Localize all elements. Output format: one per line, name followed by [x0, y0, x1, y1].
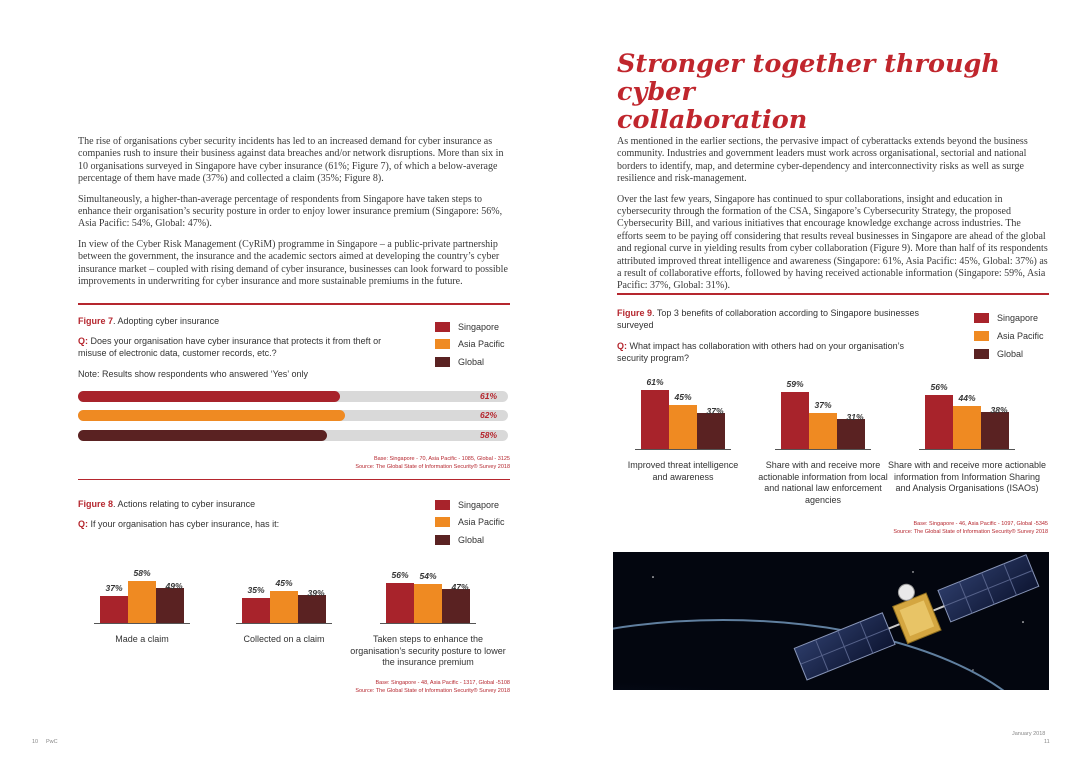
- bar-asia-pacific-2: [809, 413, 837, 449]
- legend-label-singapore: Singapore: [458, 322, 500, 332]
- figure-7-question-text: Does your organisation have cyber insurance that protects it from theft or misuse of electronic data, customer records, etc.?: [78, 336, 382, 358]
- figure-7-title-text: . Adopting cyber insurance: [113, 316, 220, 326]
- bar-label-asia-pacific-3: 44%: [958, 393, 976, 403]
- legend-item-global: [974, 349, 1023, 359]
- left-paragraph-1: The rise of organisations cyber security incidents has led to an increased demand for cyber insurance as companies rush to insure their business against data breaches and/or network disruptions. More than six in 10 organisations surveyed in Singapore have cyber insurance (61%; Figure 7), of which a below-average percentage of them have made (37%) and collected a claim (35%; Figure 8).: [78, 136, 504, 185]
- hbar-asia-pacific: [78, 410, 345, 421]
- legend-item-global: [435, 357, 484, 367]
- bar-label-asia-pacific-1: 58%: [133, 568, 151, 578]
- figure-9-top-rule: [617, 293, 1049, 295]
- footer-left-page-number: 10: [32, 739, 39, 745]
- page-title: [617, 50, 1057, 134]
- bar-label-asia-pacific-2: 45%: [275, 578, 293, 588]
- figure-7-number: Figure 7: [78, 316, 114, 326]
- legend-item-asia-pacific: [435, 339, 505, 349]
- hbar-label-global: 58%: [480, 430, 498, 440]
- bar-global-2: [837, 419, 865, 449]
- figure-9-question-text: What impact has collaboration with others had on your organisation’s security program?: [617, 341, 904, 363]
- bar-label-singapore-2: 35%: [247, 585, 265, 595]
- legend-label-global: Global: [458, 535, 485, 545]
- category-label-2: Share with and receive more actionable information from local and national law enforcement agencies: [758, 460, 888, 505]
- bar-asia-pacific-1: [669, 405, 697, 449]
- legend-label-singapore: Singapore: [997, 313, 1039, 323]
- figure-9-source-text: Source: The Global State of Information Security® Survey 2018: [893, 529, 1048, 535]
- left-paragraph-3: In view of the Cyber Risk Management (CyRiM) programme in Singapore – a public-private partnership between the government, the insurance and the academic sectors aimed at developing the country’s cyber insurance market – coupled with rising demand of cyber insurance, businesses can look forward to possible improvements in underwriting for cyber insurance and more sustainable premiums in the future.: [78, 238, 508, 288]
- legend-swatch-singapore: [435, 500, 450, 510]
- bar-singapore-2: [242, 598, 270, 623]
- category-label-1: Improved threat intelligence and awareness: [627, 460, 739, 482]
- legend-label-asia-pacific: Asia Pacific: [458, 517, 505, 527]
- bar-singapore-3: [925, 395, 953, 449]
- right-paragraph-1: As mentioned in the earlier sections, the pervasive impact of cyberattacks extends beyond the business community. Industries and government leaders must work across organisational, sectorial and national borders to identify, map, and determine cyber-dependency and interconnectivity risks as well as surge resilience and risk-management.: [617, 136, 1028, 185]
- figure-8-question-text: If your organisation has cyber insurance, has it:: [88, 519, 280, 529]
- figure-7-source-text: Source: The Global State of Information Security® Survey 2018: [355, 464, 510, 470]
- page-title-line-1: Stronger together through cyber: [617, 49, 1000, 107]
- bar-label-global-3: 47%: [451, 582, 469, 592]
- hbar-label-singapore: 61%: [480, 391, 498, 401]
- bar-singapore-3: [386, 583, 414, 623]
- legend-label-global: Global: [997, 349, 1024, 359]
- bar-label-singapore-1: 61%: [646, 377, 664, 387]
- legend-swatch-singapore: [974, 313, 989, 323]
- figure-7-note: Note: Results show respondents who answered ‘Yes’ only: [78, 369, 308, 379]
- right-body-text: [617, 136, 1049, 301]
- figure-9-title-text: . Top 3 benefits of collaboration according to Singapore businesses surveyed: [617, 308, 920, 330]
- bar-asia-pacific-1: [128, 581, 156, 623]
- left-body-text: [78, 136, 510, 296]
- axis-line-2: [236, 623, 332, 624]
- bar-label-global-1: 49%: [165, 581, 183, 591]
- axis-line-3: [380, 623, 476, 624]
- legend-label-asia-pacific: Asia Pacific: [458, 339, 505, 349]
- legend-item-asia-pacific: [974, 331, 1044, 341]
- category-label-3: Share with and receive more actionable information from Information Sharing and Analysis Organisations (ISAOs): [887, 460, 1047, 493]
- bar-label-global-1: 37%: [706, 406, 724, 416]
- left-paragraph-2: Simultaneously, a higher-than-average percentage of respondents from Singapore have taken steps to enhance their organisation’s security posture in order to enjoy lower insurance premium (Singapore: 56%, Asia Pacific: 54%, Global: 47%).: [78, 193, 503, 230]
- legend-item-asia-pacific: [435, 517, 505, 527]
- hbar-singapore: [78, 391, 340, 402]
- figure-7-q-label: Q:: [78, 336, 88, 346]
- figure-8-base: Base: Singapore - 48, Asia Pacific - 1317, Global -5108: [375, 680, 510, 686]
- bar-global-2: [298, 595, 326, 623]
- axis-line-1: [94, 623, 190, 624]
- figure-8-source: [260, 679, 510, 695]
- satellite-photo: [613, 552, 1049, 690]
- figure-9-question: [617, 341, 937, 364]
- legend-label-singapore: Singapore: [458, 500, 500, 510]
- bar-label-singapore-2: 59%: [786, 379, 804, 389]
- bar-label-global-3: 38%: [990, 405, 1008, 415]
- bar-global-3: [981, 412, 1009, 449]
- legend-swatch-singapore: [435, 322, 450, 332]
- legend-swatch-asia-pacific: [974, 331, 989, 341]
- bar-label-asia-pacific-1: 45%: [674, 392, 692, 402]
- axis-line-3: [919, 449, 1015, 450]
- category-label-1: Made a claim: [115, 634, 169, 644]
- legend-swatch-asia-pacific: [435, 339, 450, 349]
- axis-line-2: [775, 449, 871, 450]
- figure-8-title: [78, 499, 255, 509]
- figure-8-title-text: . Actions relating to cyber insurance: [113, 499, 256, 509]
- bar-label-asia-pacific-3: 54%: [419, 571, 437, 581]
- footer-left-brand: PwC: [46, 739, 58, 745]
- bar-global-3: [442, 589, 470, 623]
- figure-7-source: [260, 455, 510, 471]
- figure-9-number: Figure 9: [617, 308, 653, 318]
- bar-asia-pacific-2: [270, 591, 298, 623]
- category-label-2: Collected on a claim: [243, 634, 325, 644]
- footer-date: January 2018: [1012, 731, 1046, 737]
- legend-swatch-global: [974, 349, 989, 359]
- legend-swatch-global: [435, 357, 450, 367]
- right-paragraph-2: Over the last few years, Singapore has continued to spur collaborations, insight and education in cybersecurity through the formation of the CSA, Singapore’s Cybersecurity Strategy, the proposed Cybersecurity Bill, and various initiatives that encourage knowledge exchange across industries. The efforts seem to be paying off considering that results reveal businesses in Singapore are ahead of the global and regional curve in yielding results from cyber collaboration (Figure 9). More than half of its respondents attributed improved threat intelligence and awareness (Singapore: 61%, Asia Pacific: 45%, Global: 37%) as a result of collaborative efforts, followed by having received actionable information (Singapore: 59%, Asia Pacific: 37%, Global: 31%).: [617, 193, 1048, 292]
- category-label-3: Taken steps to enhance the organisation’s security posture to lower the insurance premium: [350, 634, 506, 667]
- legend-label-global: Global: [458, 357, 485, 367]
- figure-9-base: Base: Singapore - 46, Asia Pacific - 1097, Global -5345: [913, 521, 1048, 527]
- hbar-label-asia-pacific: 62%: [480, 410, 498, 420]
- bar-label-singapore-3: 56%: [930, 382, 948, 392]
- bar-global-1: [697, 413, 725, 449]
- bar-label-global-2: 31%: [846, 412, 864, 422]
- hbar-global: [78, 430, 327, 441]
- page-title-line-2: collaboration: [617, 105, 808, 135]
- figure-8-q-label: Q:: [78, 519, 88, 529]
- legend-label-asia-pacific: Asia Pacific: [997, 331, 1044, 341]
- bar-asia-pacific-3: [414, 584, 442, 623]
- legend-item-singapore: [974, 313, 1038, 323]
- figure-7-base: Base: Singapore - 70, Asia Pacific - 1085, Global - 3125: [373, 456, 510, 462]
- bar-asia-pacific-3: [953, 406, 981, 449]
- bar-label-singapore-1: 37%: [105, 583, 123, 593]
- bar-singapore-1: [100, 596, 128, 623]
- figure-7-title: [78, 316, 219, 326]
- bar-global-1: [156, 588, 184, 623]
- bar-label-global-2: 39%: [307, 588, 325, 598]
- figure-9-source: [800, 520, 1048, 536]
- figure-9-q-label: Q:: [617, 341, 627, 351]
- figure-9-title: [617, 308, 947, 331]
- figure-8-top-rule: [78, 479, 510, 480]
- figure-7-question: [78, 336, 398, 359]
- satellite-illustration: [613, 552, 1049, 690]
- footer-right-page-number: 11: [1044, 739, 1050, 745]
- legend-swatch-asia-pacific: [435, 517, 450, 527]
- bar-label-singapore-3: 56%: [391, 570, 409, 580]
- figure-8-question: [78, 519, 279, 531]
- figure-8-number: Figure 8: [78, 499, 114, 509]
- legend-item-global: [435, 535, 484, 545]
- legend-swatch-global: [435, 535, 450, 545]
- axis-line-1: [635, 449, 731, 450]
- bar-label-asia-pacific-2: 37%: [814, 400, 832, 410]
- figure-8-source-text: Source: The Global State of Information Security® Survey 2018: [355, 688, 510, 694]
- figure-7-top-rule: [78, 303, 510, 305]
- legend-item-singapore: [435, 322, 499, 332]
- legend-item-singapore: [435, 500, 499, 510]
